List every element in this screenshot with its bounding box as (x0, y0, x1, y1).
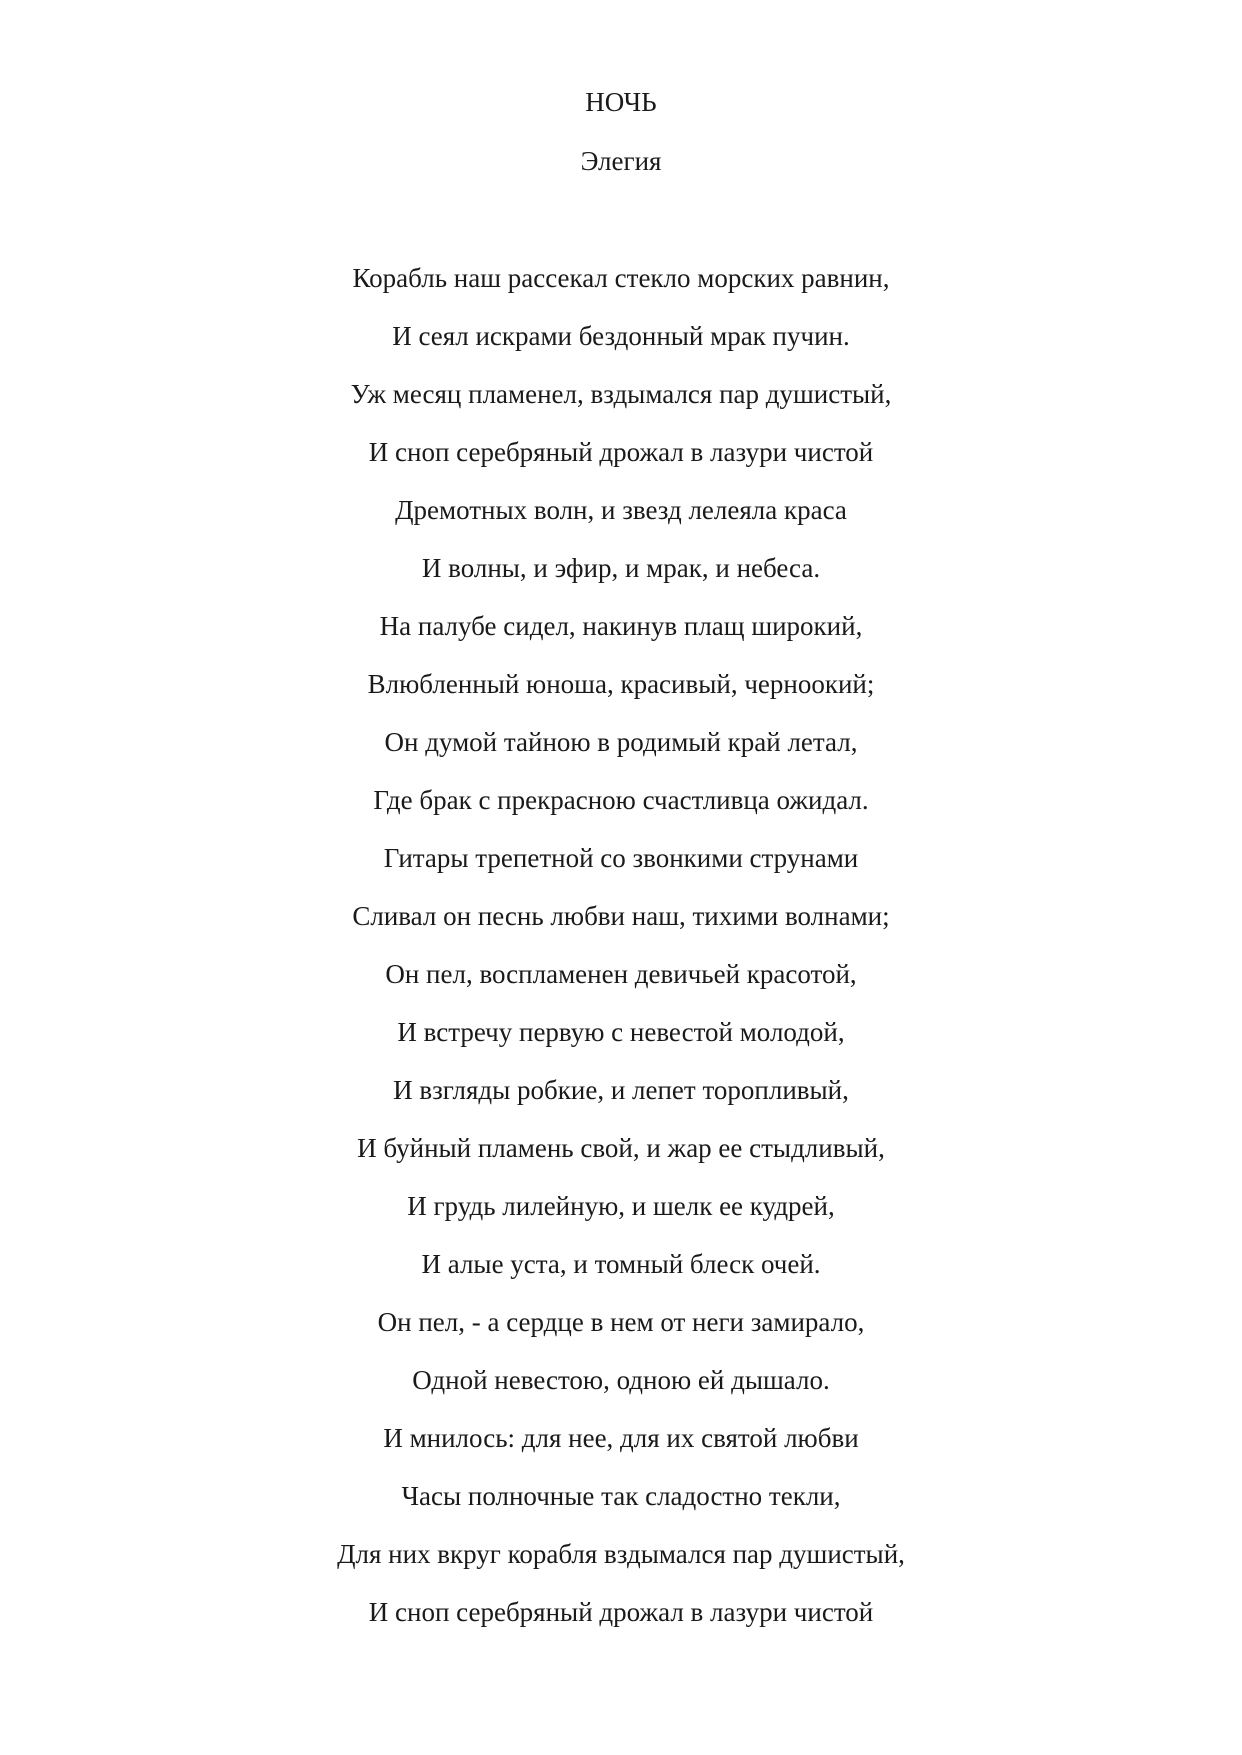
poem-line: Он пел, - а сердце в нем от неги замирало, (377, 1307, 865, 1337)
poem-line: Одной невестою, одною ей дышало. (412, 1365, 830, 1395)
poem-line: И сноп серебряный дрожал в лазури чистой (368, 437, 874, 467)
poem-line: Гитары трепетной со звонкими струнами (383, 843, 859, 873)
poem-line: И сноп серебряный дрожал в лазури чистой (368, 1597, 874, 1627)
poem-line: Уж месяц пламенел, вздымался пар душистый, (350, 379, 892, 409)
poem-line: И взгляды робкие, и лепет торопливый, (393, 1075, 849, 1105)
poem-line: И грудь лилейную, и шелк ее кудрей, (407, 1191, 835, 1221)
poem-line: Влюбленный юноша, красивый, черноокий; (367, 669, 875, 699)
poem-body (0, 260, 1242, 1652)
poem-subtitle: Элегия (580, 146, 662, 176)
poem-title: НОЧЬ (585, 87, 657, 117)
poem-line: Где брак с прекрасною счастливца ожидал. (373, 785, 869, 815)
poem-line: Он пел, воспламенен девичьей красотой, (385, 959, 857, 989)
poem-line: Корабль наш рассекал стекло морских равнин, (352, 263, 890, 293)
poem-line: И буйный пламень свой, и жар ее стыдливый, (357, 1133, 885, 1163)
poem-line: Он думой тайною в родимый край летал, (384, 727, 858, 757)
poem-line: И сеял искрами бездонный мрак пучин. (392, 321, 850, 351)
poem-line: Часы полночные так сладостно текли, (401, 1481, 841, 1511)
poem-line: Дремотных волн, и звезд лелеяла краса (395, 495, 847, 525)
poem-line: И мнилось: для нее, для их святой любви (383, 1423, 859, 1453)
poem-line: Сливал он песнь любви наш, тихими волнами; (352, 901, 890, 931)
poem-line: И волны, и эфир, и мрак, и небеса. (421, 553, 821, 583)
poem-line: И встречу первую с невестой молодой, (397, 1017, 845, 1047)
poem-line: Для них вкруг корабля вздымался пар душистый, (337, 1539, 905, 1569)
poem-line: На палубе сидел, накинув плащ широкий, (379, 611, 863, 641)
poem-line: И алые уста, и томный блеск очей. (421, 1249, 821, 1279)
